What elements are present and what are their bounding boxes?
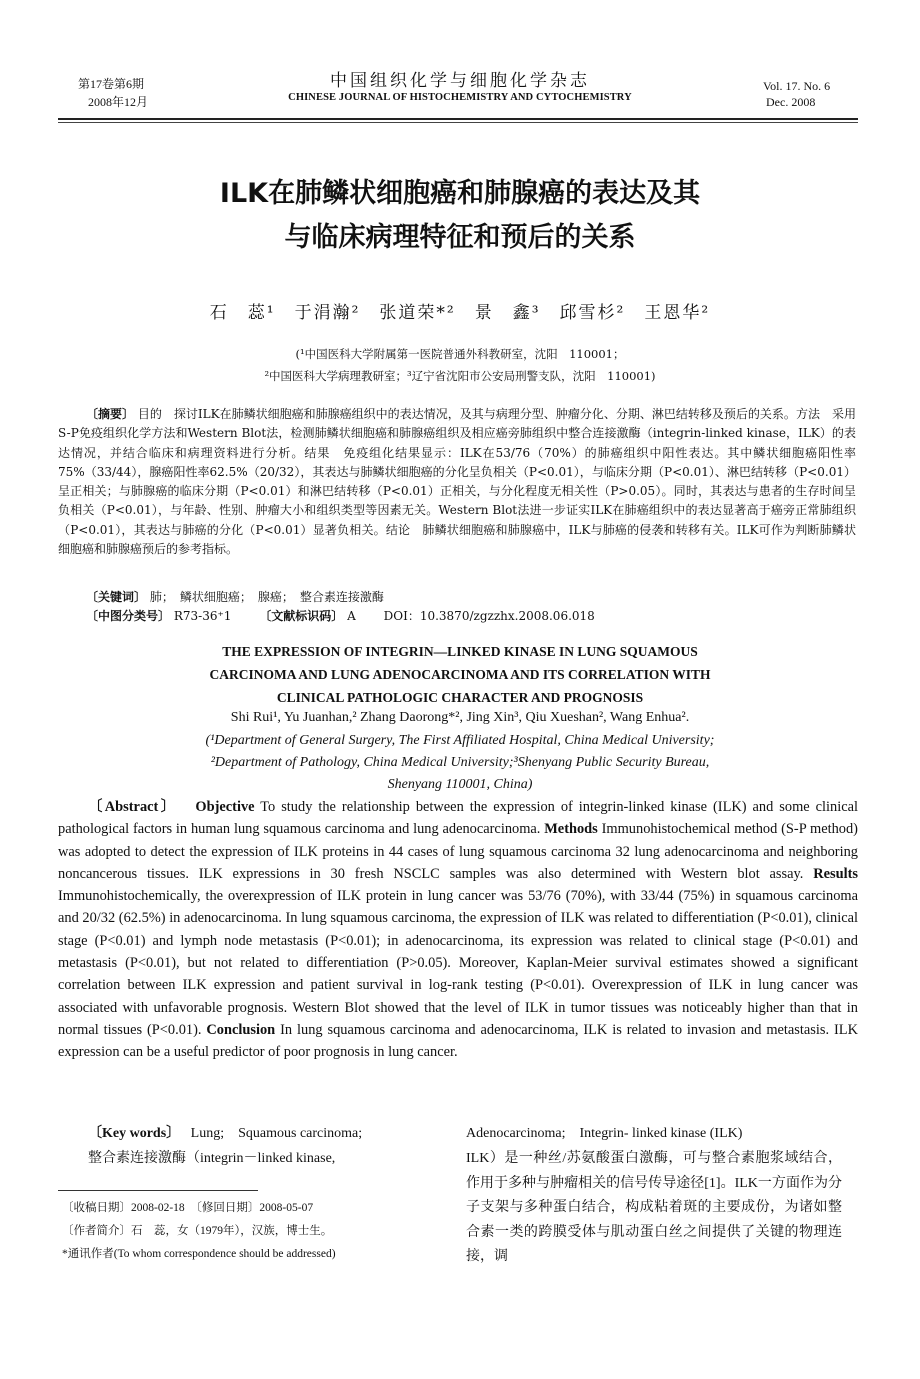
conclusion-label: Conclusion [206, 1021, 276, 1038]
body-left: 整合素连接激酶（integrin－linked kinase, [88, 1151, 336, 1166]
abstract-cn-text: 目的 探讨ILK在肺鳞状细胞癌和肺腺癌组织中的表达情况，及其与病理分型、肿瘤分化、分期、淋巴结转移及预后的关系。方法 采用S-P免疫组织化学方法和Western Blot法，检测肺鳞状细胞癌和肺腺癌组织及相应癌旁肺组织中整合连接激酶（integrin-linked kinase，ILK）的表达情况，并结合临床和病理资料进行分析。结果 免疫组化结果显示：ILK在53/76（70%）的肺癌组织中阳性表达。其中鳞状细胞癌阳性率75%（33/44），腺癌阳性率62.5%（20/32），其表达与肺鳞状细胞癌的分化呈负相关（P<0.01），与临床分期（P<0.01）、淋巴结转移（P<0.01）呈正相关；与肺腺癌的临床分期（P<0.01）和淋巴结转移（P<0.01）正相关，与分化程度无相关性（P>0.05）。同时，其表达与患者的生存时间呈负相关（P<0.01），与年龄、性别、肿瘤大小和组织类型等因素无关。Western Blot法进一步证实ILK在肺癌组织中的表达显著高于癌旁正常肺组织（P<0.01），其表达与肺癌的分化（P<0.01）显著负相关。结论 肺鳞状细胞癌和肺腺癌中，ILK与肺癌的侵袭和转移有关。ILK可作为判断肺鳞状细胞癌和肺腺癌预后的参考指标。 [58, 407, 856, 557]
conclusion-text: In lung squamous carcinoma and adenocarcinoma, ILK is related to invasion and metastasis. ILK expression can be a useful predictor of poor prognosis in lung cancer. [58, 1021, 858, 1061]
authors-cn: 石 蕊¹ 于涓瀚² 张道荣*² 景 鑫³ 邱雪杉² 王恩华² [209, 303, 711, 323]
keywords-en-text: Lung; Squamous carcinoma; [190, 1126, 363, 1141]
article-title-line1: ILK在肺鳞状细胞癌和肺腺癌的表达及其 [219, 178, 701, 209]
footnote-rule [58, 1190, 258, 1191]
header-rule-thin [58, 122, 858, 123]
keywords-cn [58, 588, 856, 607]
keywords-en-continued: Adenocarcinoma; Integrin- linked kinase (ILK) [466, 1126, 743, 1141]
affiliation-en-line1: (¹Department of General Surgery, The First Affiliated Hospital, China Medical University; [205, 733, 715, 748]
date-cn: 2008年12月 [88, 95, 149, 109]
affiliation-cn-line1: (¹中国医科大学附属第一医院普通外科教研室，沈阳 110001； [295, 347, 625, 361]
article-title-en-line3: CLINICAL PATHOLOGIC CHARACTER AND PROGNOSIS [276, 690, 644, 705]
journal-title-en: CHINESE JOURNAL OF HISTOCHEMISTRY AND CYTOCHEMISTRY [288, 92, 632, 103]
results-text: Immunohistochemically, the overexpression of ILK protein in lung cancer was 53/76 (70%), with 33/44 (75%) in squamous carcinoma and 20/32 (62.5%) in adenocarcinoma. In lung squamous carcinoma, the expression of ILK was related to differentiation (P<0.01), clinical stage (P<0.01) and lymph node metastasis (P<0.01); in adenocarcinoma, its expression was related to clinical stage (P<0.01) and metastasis (P<0.01), but not related to differentiation (P>0.05). Moreover, Kaplan-Meier survival estimates showed a significant correlation between ILK expression and patient survival in log-rank testing (P<0.01). Overexpression of ILK in lung cancer was associated with unfavorable prognosis. Western Blot showed that the level of ILK in tumor tissues was noticeably higher than that in normal tissues (P<0.01). [58, 888, 858, 1038]
results-label: Results [813, 865, 858, 882]
keywords-cn-text: 肺； 鳞状细胞癌； 腺癌； 整合素连接激酶 [149, 590, 384, 604]
article-title-line2: 与临床病理特征和预后的关系 [284, 222, 636, 253]
objective-label: Objective [195, 799, 255, 815]
methods-text: Immunohistochemical method (S-P method) was adopted to detect the expression of ILK proteins in 44 cases of lung squamous carcinoma 32 lung adenocarcinoma and neighboring noncancerous tissues. ILK expressions in 30 fresh NSCLC samples was also determined with Western blot assay. [58, 821, 858, 882]
doi: DOI：10.3870/zgzzhx.2008.06.018 [383, 609, 595, 623]
journal-title-cn: 中国组织化学与细胞化学杂志 [330, 71, 590, 91]
methods-label: Methods [544, 821, 598, 838]
keywords-en [88, 1122, 448, 1146]
article-title-en-line1: THE EXPRESSION OF INTEGRIN—LINKED KINASE IN LUNG SQUAMOUS [222, 644, 698, 659]
doc-label: 〔文献标识码〕 [259, 609, 344, 623]
classification-line [58, 607, 856, 626]
abstract-en [58, 796, 858, 1064]
footnote-correspondence: *通讯作者(To whom correspondence should be addressed) [62, 1248, 336, 1260]
class-value: R73-36⁺1 [173, 609, 232, 623]
authors-en: Shi Rui¹, Yu Juanhan,² Zhang Daorong*², Jing Xin³, Qiu Xueshan², Wang Enhua². [230, 710, 690, 725]
keywords-en-label: 〔Key words〕 [88, 1126, 181, 1141]
date-en: Dec. 2008 [766, 95, 816, 109]
doc-value: A [347, 609, 356, 623]
objective-text: To study the relationship between the expression of integrin-linked kinase (ILK) and some clinical pathological factors in human lung squamous carcinoma and lung adenocarcinoma. [58, 799, 858, 838]
keywords-cn-label: 〔关键词〕 [86, 590, 147, 604]
volume-en: Vol. 17. No. 6 [763, 79, 831, 93]
abstract-en-label: 〔Abstract〕 [88, 799, 178, 815]
abstract-cn-label: 〔摘要〕 [86, 407, 135, 421]
affiliation-en-line2: ²Department of Pathology, China Medical University;³Shenyang Public Security Bureau, [210, 755, 710, 770]
affiliation-cn-line2: ²中国医科大学病理教研室；³辽宁省沈阳市公安局刑警支队，沈阳 110001) [264, 369, 656, 383]
affiliation-en-line3: Shenyang 110001, China) [387, 777, 533, 792]
footnote-author: 〔作者简介〕石 蕊，女（1979年），汉族，博士生。 [62, 1225, 333, 1237]
volume-cn: 第17卷第6期 [78, 77, 145, 91]
body-right: ILK）是一种丝/苏氨酸蛋白激酶，可与整合素胞浆域结合，作用于多种与肿瘤相关的信号传导途径[1]。ILK一方面作为分子支架与多种蛋白结合，构成粘着斑的主要成份，为诸如整合素一类的跨膜受体与肌动蛋白丝之间提供了关键的物理连接，调 [466, 1151, 842, 1264]
header-rule-thick [58, 118, 858, 120]
footnote-received: 〔收稿日期〕2008-02-18 〔修回日期〕2008-05-07 [62, 1202, 314, 1214]
abstract-cn [58, 405, 856, 559]
class-label: 〔中图分类号〕 [86, 609, 171, 623]
article-title-en-line2: CARCINOMA AND LUNG ADENOCARCINOMA AND ITS CORRELATION WITH [209, 667, 711, 682]
